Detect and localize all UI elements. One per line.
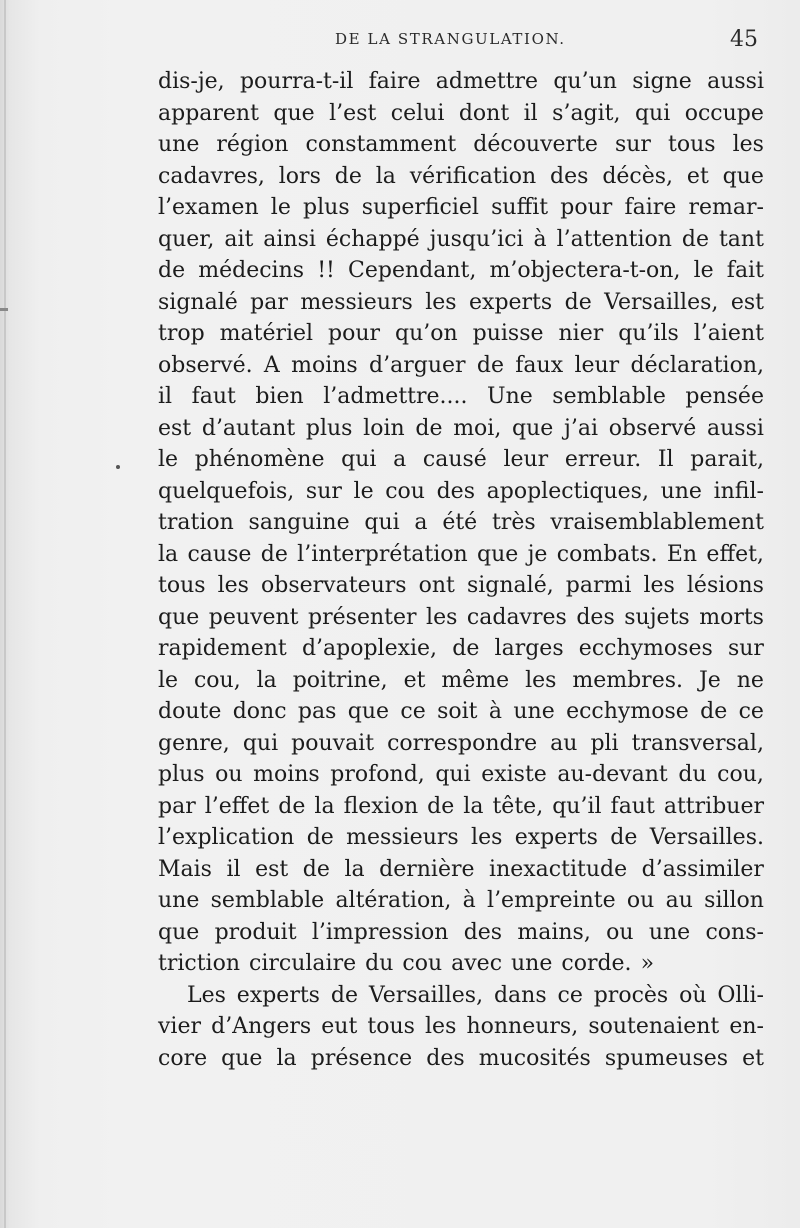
margin-dot [116, 465, 120, 469]
text-line: tration sanguine qui a été très vraisemblablement [158, 510, 764, 535]
text-line: trop matériel pour qu’on puisse nier qu’ils l’aient [158, 321, 764, 346]
text-line: que produit l’impression des mains, ou une cons- [158, 919, 764, 945]
text-line: dis-je, pourra-t-il faire admettre qu’un signe aussi [158, 69, 764, 94]
text-line: doute donc pas que ce soit à une ecchymose de ce [158, 699, 764, 724]
text-line: que peuvent présenter les cadavres des sujets morts [158, 604, 764, 630]
text-line: est d’autant plus loin de moi, que j’ai observé aussi [158, 415, 764, 441]
text-line: il faut bien l’admettre.... Une semblable pensée [158, 384, 764, 409]
text-line: quelquefois, sur le cou des apoplectiques, une infil- [158, 478, 764, 504]
text-line: observé. A moins d’arguer de faux leur déclaration, [158, 352, 764, 378]
text-line: le phénomène qui a causé leur erreur. Il parait, [158, 447, 764, 472]
body-text [158, 66, 764, 1074]
text-line: le cou, la poitrine, et même les membres. Je ne [158, 667, 764, 693]
running-title: DE LA STRANGULATION. [335, 30, 566, 48]
text-line: l’explication de messieurs les experts de Versailles. [158, 825, 764, 850]
text-line: l’examen le plus superficiel suffit pour faire remar- [158, 195, 764, 220]
text-line: core que la présence des mucosités spumeuses et [158, 1045, 764, 1071]
text-line: triction circulaire du cou avec une corde. » [158, 951, 655, 976]
text-line: une semblable altération, à l’empreinte ou au sillon [158, 888, 764, 913]
text-line: rapidement d’apoplexie, de larges ecchymoses sur [158, 636, 764, 661]
text-line: apparent que l’est celui dont il s’agit, qui occupe [158, 100, 764, 126]
text-line: la cause de l’interprétation que je combats. En effet, [158, 541, 764, 567]
text-line: signalé par messieurs les experts de Versailles, est [158, 289, 764, 315]
text-line: une région constamment découverte sur tous les [158, 132, 764, 157]
text-line: plus ou moins profond, qui existe au-devant du cou, [158, 762, 764, 787]
text-line: genre, qui pouvait correspondre au pli transversal, [158, 730, 764, 756]
text-line: par l’effet de la flexion de la tête, qu’il faut attribuer [158, 793, 764, 819]
text-line: tous les observateurs ont signalé, parmi les lésions [158, 573, 764, 598]
text-line: Les experts de Versailles, dans ce procès où Olli- [187, 982, 764, 1008]
margin-mark [0, 308, 8, 311]
text-line: de médecins !! Cependant, m’objectera-t-on, le fait [158, 258, 764, 283]
page-gutter [4, 0, 6, 1228]
text-line: vier d’Angers eut tous les honneurs, soutenaient en- [158, 1014, 764, 1039]
text-line: quer, ait ainsi échappé jusqu’ici à l’attention de tant [158, 226, 764, 252]
text-line: cadavres, lors de la vérification des décès, et que [158, 163, 764, 189]
text-line: Mais il est de la dernière inexactitude d’assimiler [158, 856, 764, 882]
page-number: 45 [730, 27, 758, 52]
